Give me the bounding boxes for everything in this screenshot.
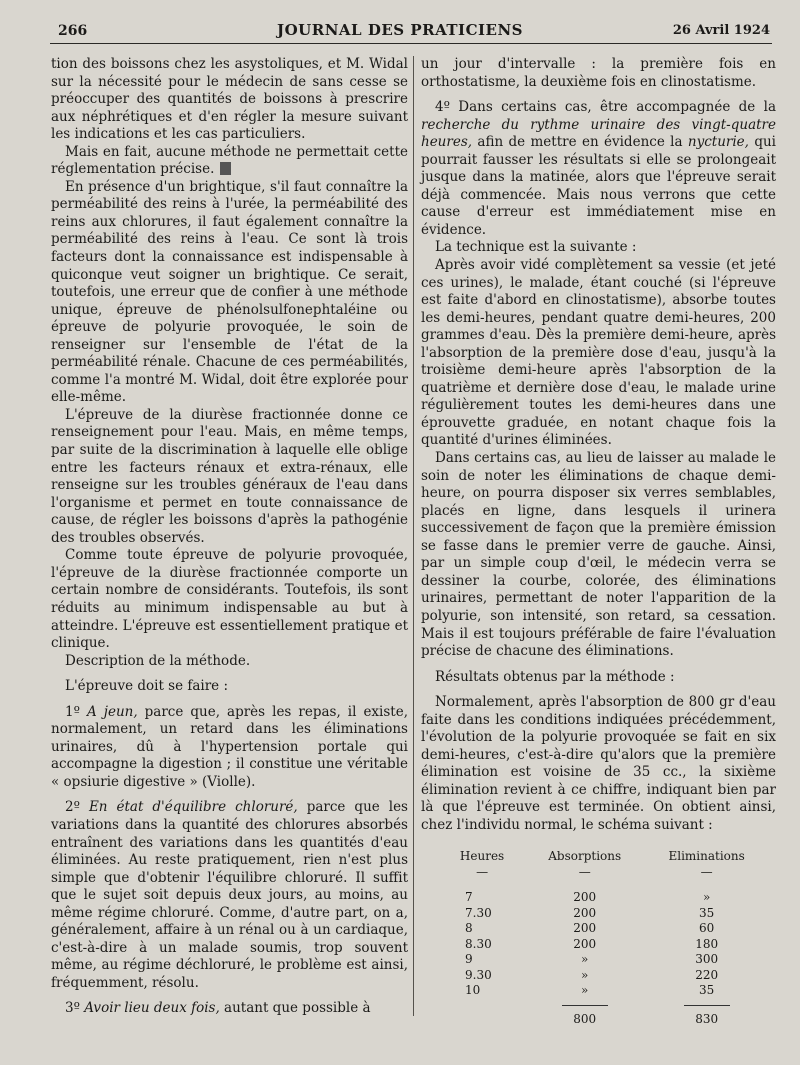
paragraph: L'épreuve de la diurèse fractionnée donne ce renseignement pour l'eau. Mais, en même temps, par suite de la discrimination à laquelle elle oblige entre les facteurs rénaux et extra-rénaux, elle renseigne sur les troubles généraux de l'eau dans l'organisme et permet en toute connaissance de cause, de régler les boissons d'après la pathogénie des troubles observés. — [51, 406, 408, 546]
paragraph: Dans certains cas, au lieu de laisser au malade le soin de noter les éliminations de chaque demi-heure, on pourra disposer six verres semblables, placés en ligne, dans lesquels il urinera successivement de façon que la première émission se fasse dans le premier verre de gauche. Ainsi, par un simple coup d'œil, le médecin verra se dessiner la courbe, colorée, des éliminations urinaires, permettant de noter l'apparition de la polyurie, son intensité, son retard, sa cessation. Mais il est toujours préférable de faire l'évaluation précise de chacune des éliminations. — [421, 450, 776, 660]
table-cell: 35 — [699, 905, 715, 920]
table-row — [439, 937, 769, 953]
page-number: 266 — [58, 23, 88, 39]
item-number: 4º — [435, 99, 450, 116]
table-cell: 9 — [465, 952, 473, 967]
dash: — — [476, 865, 489, 880]
column-header: Eliminations — [668, 848, 745, 863]
table-cell: 180 — [695, 936, 719, 951]
results-table — [439, 849, 769, 1028]
column-header: Absorptions — [548, 848, 622, 863]
dash: — — [578, 865, 591, 880]
table-cell: 7 — [465, 890, 473, 905]
table-cell: 220 — [695, 967, 719, 982]
header-rule — [50, 43, 772, 44]
paragraph-text: Mais en fait, aucune méthode ne permettait cette réglementation précise. — [51, 143, 408, 178]
total-value: 830 — [684, 1005, 730, 1028]
table-cell — [439, 999, 525, 1028]
table-row — [439, 921, 769, 937]
list-item — [51, 799, 408, 992]
table-cell: 200 — [573, 936, 597, 951]
table-cell: » — [702, 890, 711, 905]
table-header-row — [439, 849, 769, 867]
paragraph: L'épreuve doit se faire : — [65, 678, 229, 695]
total-value: 800 — [562, 1005, 608, 1028]
list-item — [51, 1000, 408, 1018]
item-text: qui pourrait fausser les résultats si elle se prolongeait jusque dans la matinée, alors que l'épreuve serait déjà commencée. Mais nous verrons que cette cause d'erreur est immédiatement mise en évidence. — [421, 134, 776, 238]
item-number: 3º — [65, 1000, 80, 1017]
paragraph — [51, 144, 408, 179]
left-column — [51, 56, 408, 1018]
table-cell: 60 — [699, 921, 715, 936]
table-cell: 300 — [695, 952, 719, 967]
item-lead: En état d'équilibre chloruré, — [88, 799, 298, 816]
print-mark — [220, 162, 231, 175]
table-row — [439, 906, 769, 922]
paragraph: Après avoir vidé complètement sa vessie (et jeté ces urines), le malade, étant couché (si l'épreuve est faite d'abord en clinostatisme), absorbe toutes les demi-heures, pendant quatre demi-heures, 200 grammes d'eau. Dès la première demi-heure, après l'absorption de la première dose d'eau, jusqu'à la troisième demi-heure après l'absorption de la quatrième et dernière dose d'eau, le malade urine régulièrement toutes les demi-heures dans une éprouvette graduée, en notant chaque fois la quantité d'urines éliminées. — [421, 257, 776, 449]
paragraph: La technique est la suivante : — [435, 239, 637, 256]
column-header: Heures — [459, 848, 505, 863]
table-cell — [525, 999, 644, 1028]
right-column — [421, 56, 776, 1027]
issue-date: 26 Avril 1924 — [672, 23, 770, 38]
table-cell: » — [581, 967, 589, 982]
item-lead: Avoir lieu deux fois, — [84, 1000, 220, 1017]
item-text: afin de mettre en évidence la — [472, 134, 688, 151]
paragraph: En présence d'un brightique, s'il faut connaître la perméabilité des reins à l'urée, la perméabilité des reins aux chlorures, il faut également connaître la perméabilité des reins à l'eau. Ce sont là trois facteurs dont la connaissance est indispensable à quiconque veut soigner un brightique. Ce serait, toutefois, une erreur que de confier à une méthode unique, épreuve de phénolsulfonephtaléine ou épreuve de polyurie provoquée, le soin de renseigner sur l'ensemble de l'état de la perméabilité rénale. Chacune de ces perméabilités, comme l'a montré M. Widal, doit être explorée pour elle-même. — [51, 178, 408, 406]
table-dash-row — [439, 866, 769, 890]
paragraph: tion des boissons chez les asystoliques, et M. Widal sur la nécessité pour le médecin de sans cesse se préoccuper des quantités de boissons à prescrire aux néphrétiques et d'en régler la mesure suivant les indications et les cas particuliers. — [51, 56, 408, 143]
paragraph: un jour d'intervalle : la première fois en orthostatisme, la deuxième fois en clinostatisme. — [421, 56, 776, 90]
table-cell: 35 — [699, 983, 715, 998]
list-item — [421, 99, 776, 239]
paragraph: Comme toute épreuve de polyurie provoquée, l'épreuve de la diurèse fractionnée comporte un certain nombre de considérants. Toutefois, ils sont réduits au minimum indispensable au but à atteindre. L'épreuve est essentiellement pratique et clinique. — [51, 547, 408, 652]
table-cell: 7.30 — [465, 905, 492, 920]
table-cell — [644, 999, 769, 1028]
item-number: 1º — [65, 703, 80, 720]
list-item — [51, 704, 408, 792]
table-row — [439, 890, 769, 906]
table-cell: 9.30 — [465, 967, 492, 982]
table-cell: 10 — [465, 983, 481, 998]
table-cell: 200 — [573, 905, 597, 920]
item-text: parce que les variations dans la quantité des chlorures absorbés entraînent des variations dans les quantités d'eau éliminées. Au reste pratiquement, rien n'est plus simple que d'obtenir l'équilibre chloruré. Il suffit que le sujet soit depuis deux jours, au moins, au même régime chloruré. Comme, d'autre part, on a, généralement, affaire à un rénal ou à un cardiaque, c'est-à-dire à un malade soumis, trop souvent même, au régime déchloruré, le problème est ainsi, fréquemment, résolu. — [51, 799, 408, 991]
table-cell: » — [581, 983, 589, 998]
table-row — [439, 983, 769, 999]
table-total-row — [439, 999, 769, 1028]
section-heading: Résultats obtenus par la méthode : — [435, 668, 675, 685]
item-number: 2º — [65, 799, 80, 816]
item-emphasis: nycturie, — [687, 134, 749, 151]
paragraph: Normalement, après l'absorption de 800 gr d'eau faite dans les conditions indiquées précédemment, l'évolution de la polyurie provoquée se fait en six demi-heures, c'est-à-dire qu'alors que la première élimination est voisine de 35 cc., la sixième élimination revient à ce chiffre, indiquant bien par là que l'épreuve est terminée. On obtient ainsi, chez l'individu normal, le schéma suivant : — [421, 694, 776, 833]
item-text: Dans certains cas, être accompagnée de la — [449, 99, 776, 116]
table-cell: 8.30 — [465, 936, 492, 951]
column-divider — [413, 56, 414, 1016]
journal-title: JOURNAL DES PRATICIENS — [277, 21, 523, 39]
table-row — [439, 952, 769, 968]
table-cell: » — [581, 952, 589, 967]
table-cell: 200 — [573, 921, 597, 936]
table-cell: 8 — [465, 921, 473, 936]
item-emphasis: recherche du rythme urinaire des vingt-quatre heures, — [421, 116, 776, 151]
item-text: autant que possible à — [219, 1000, 371, 1017]
table-cell: 200 — [573, 890, 597, 905]
dash: — — [700, 865, 713, 880]
page-header — [0, 0, 800, 46]
table-row — [439, 968, 769, 984]
item-lead: A jeun, — [86, 703, 138, 720]
section-heading: Description de la méthode. — [65, 652, 251, 669]
item-text: parce que, après les repas, il existe, normalement, un retard dans les éliminations urinaires, dû à l'hypertension portale qui accompagne la digestion ; il constitue une véritable « opsiurie digestive » (Violle). — [51, 703, 409, 790]
